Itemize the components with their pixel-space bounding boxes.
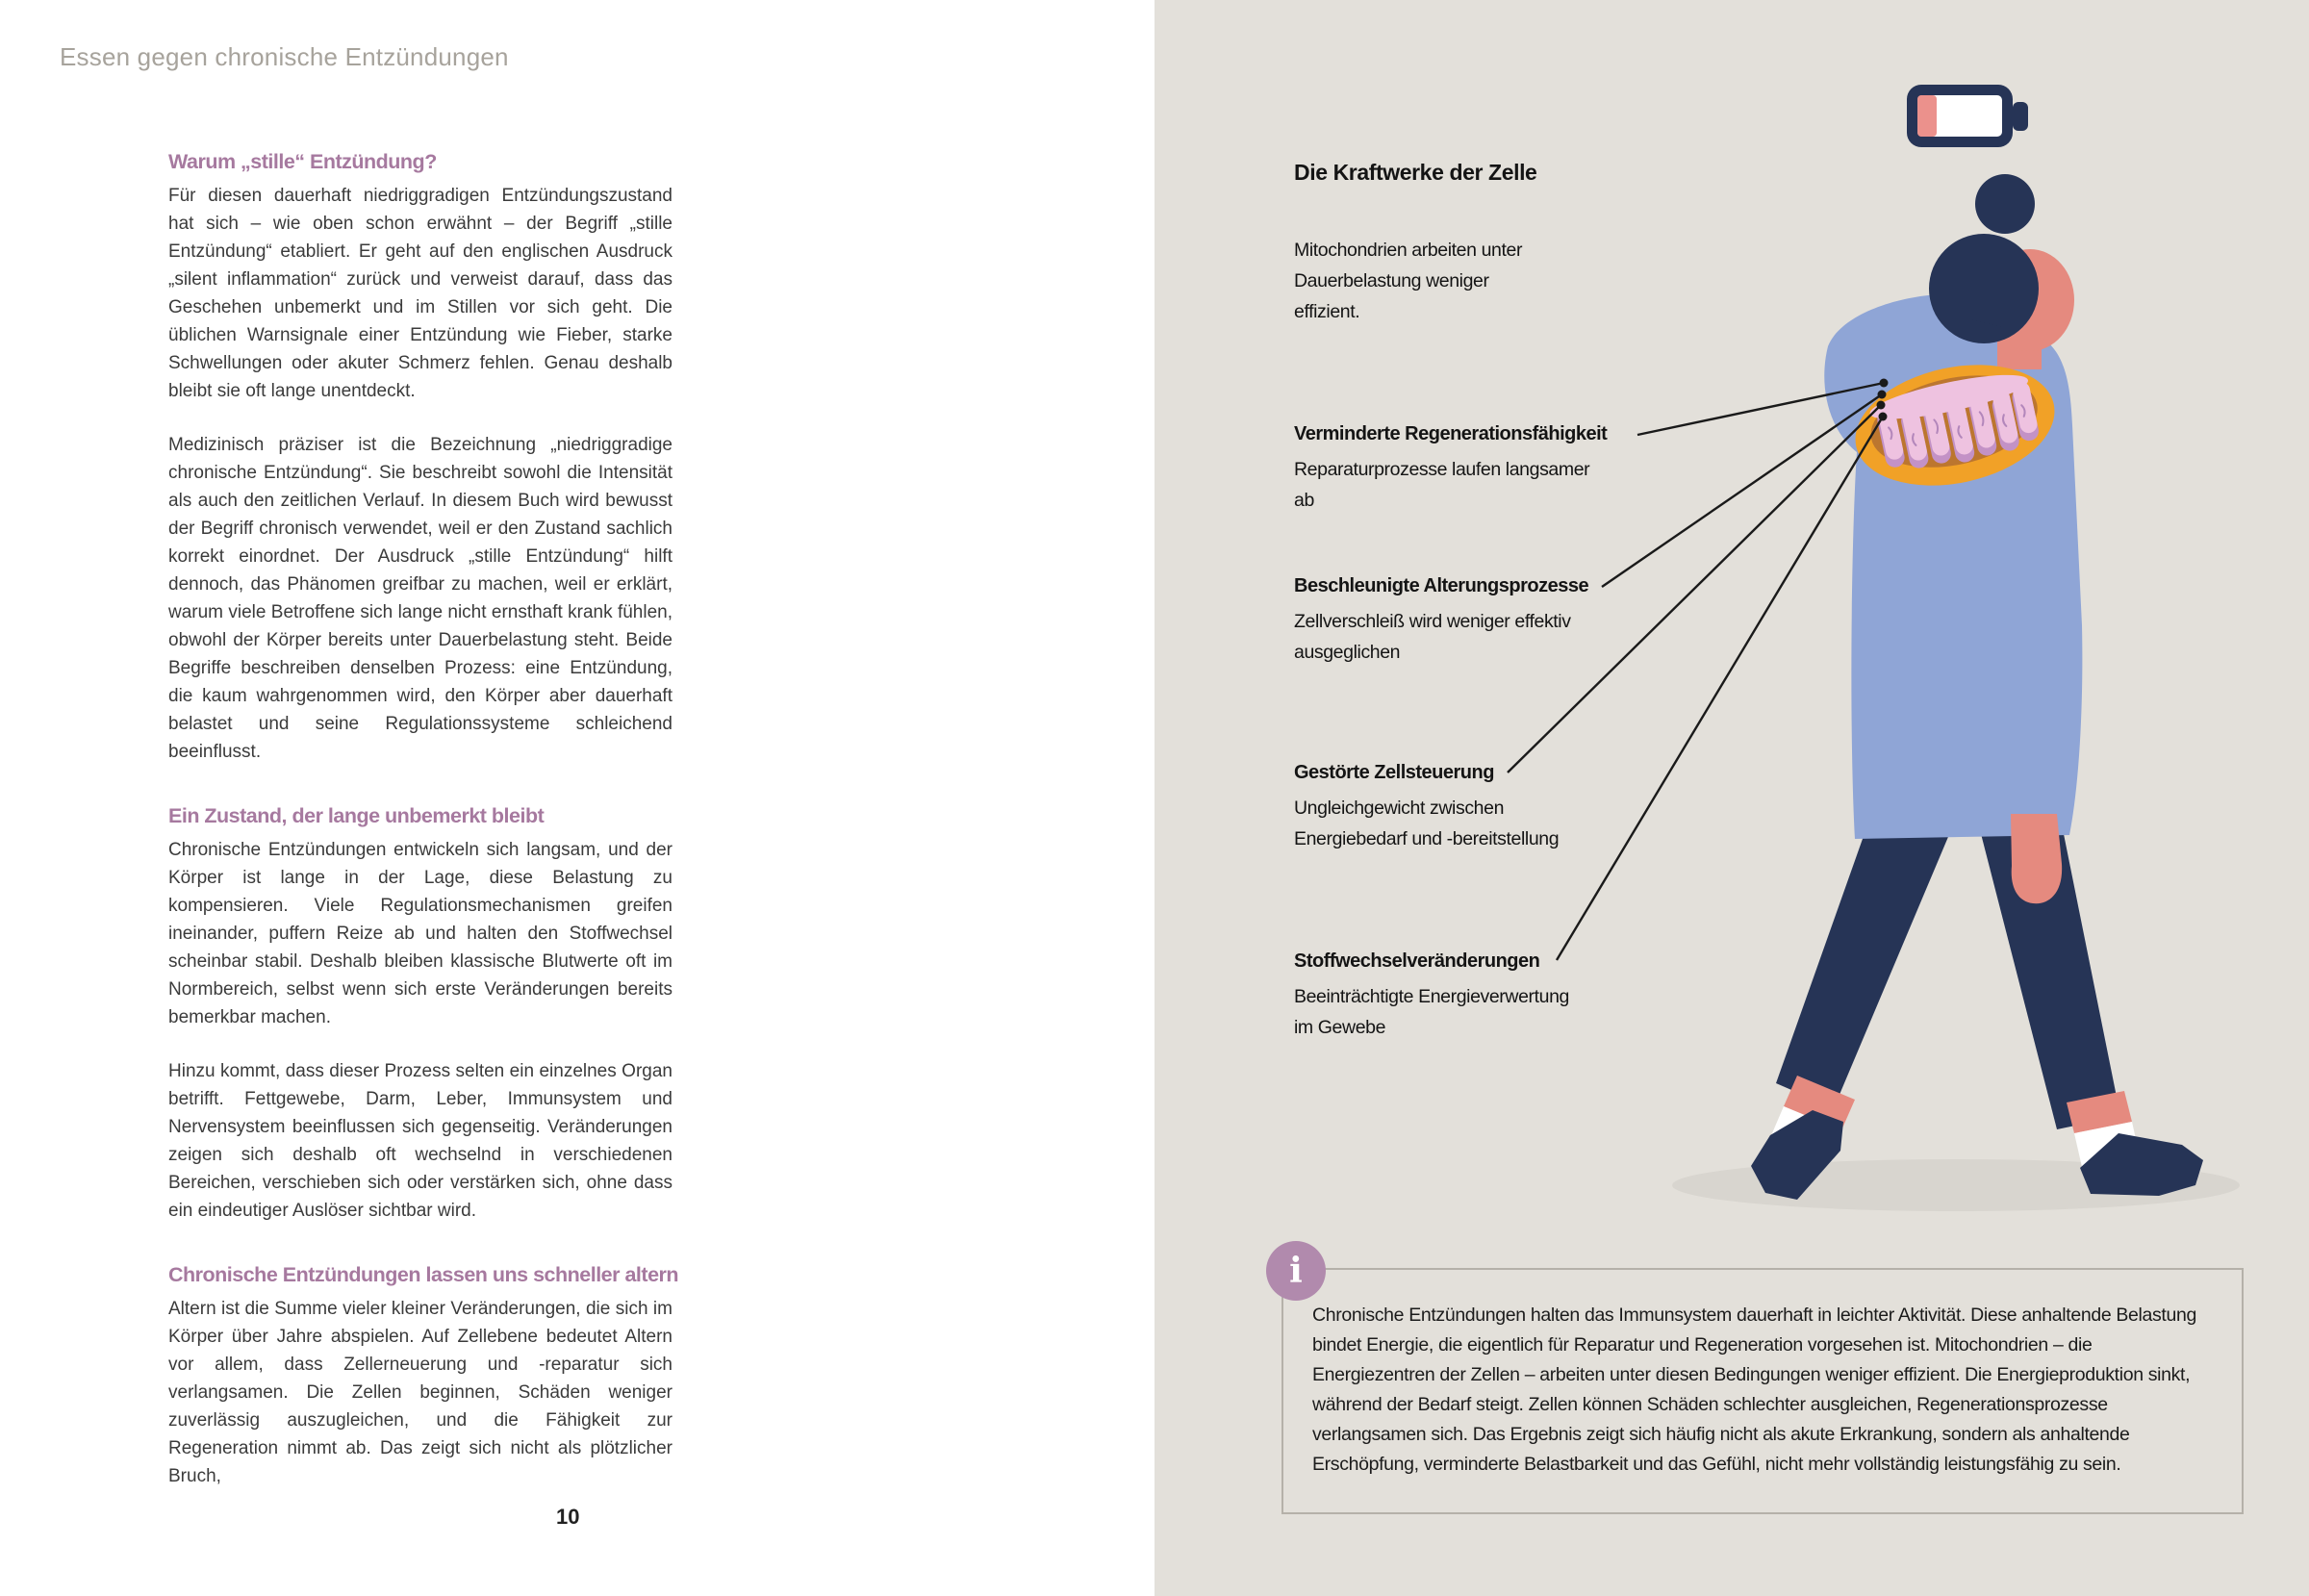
section-heading: Chronische Entzündungen lassen uns schneller altern (168, 1263, 679, 1286)
section-heading: Ein Zustand, der lange unbemerkt bleibt (168, 804, 545, 827)
infographic-subtitle: Mitochondrien arbeiten unter Dauerbelastung weniger effizient. (1294, 240, 1523, 322)
callout-metabolism (1294, 950, 1592, 1043)
callout-aging (1294, 575, 1592, 668)
info-icon: i (1266, 1241, 1326, 1301)
info-box (1281, 1268, 2244, 1514)
running-header: Essen gegen chronische Entzündungen (60, 42, 509, 71)
body-paragraph: Altern ist die Summe vieler kleiner Veränderungen, die sich im Körper über Jahre abspielen. Auf Zellebene bedeutet Altern vor allem, dass Zellerneuerung und -reparatur sich verlangsamen. Die Zellen beginnen, Schäden weniger zuverlässig auszugleichen, und die Fähigkeit zur Regeneration nimmt ab. Das zeigt sich nicht als plötzlicher Bruch, (168, 1299, 672, 1486)
callout-title: Stoffwechselveränderungen (1294, 950, 1540, 972)
back-leg (1751, 823, 1953, 1200)
page-number: 10 (556, 1505, 580, 1529)
callout-title: Beschleunigte Alterungsprozesse (1294, 575, 1589, 596)
infographic-title: Die Kraftwerke der Zelle (1294, 160, 1537, 185)
callout-title: Verminderte Regenerationsfähigkeit (1294, 423, 1608, 444)
callout-title: Gestörte Zellsteuerung (1294, 762, 1494, 783)
article-column (168, 150, 679, 1516)
section-heading: Warum „stille“ Entzündung? (168, 150, 437, 173)
battery-low-icon (1907, 85, 2028, 147)
right-page-infographic (1154, 0, 2309, 1596)
callout-description: Reparaturprozesse laufen langsamer ab (1294, 459, 1590, 511)
hand (2011, 814, 2062, 903)
callout-description: Zellverschleiß wird weniger effektiv ausgeglichen (1294, 611, 1571, 663)
left-page (0, 0, 1154, 1596)
body-paragraph: Medizinisch präziser ist die Bezeichnung „niedriggradige chronische Entzündung“. Sie beschreibt sowohl die Intensität als auch den zeitlichen Verlauf. In diesem Buch wird bewusst der Begriff chronisch verwendet, weil er den Zustand sachlich korrekt einordnet. Der Ausdruck „stille Entzündung“ hilft dennoch, das Phänomen greifbar zu machen, weil er erklärt, warum viele Betroffene sich lange nicht ernsthaft krank fühlen, obwohl der Körper bereits unter Dauerbelastung steht. Beide Begriffe beschreiben denselben Prozess: eine Entzündung, die kaum wahrgenommen wird, den Körper aber dauerhaft belastet und seine Regulationssysteme schleichend beeinflusst. (168, 435, 672, 762)
body-paragraph: Chronische Entzündungen entwickeln sich langsam, und der Körper ist lange in der Lage, diese Belastung zu kompensieren. Viele Regulationsmechanismen greifen ineinander, puffern Reize ab und halten den Stoffwechsel scheinbar stabil. Deshalb bleiben klassische Blutwerte oft im Normbereich, selbst wenn sich erste Veränderungen bereits bemerkbar machen. (168, 840, 672, 1027)
callout-regeneration (1294, 423, 1608, 516)
body-paragraph: Für diesen dauerhaft niedriggradigen Entzündungszustand hat sich – wie oben schon erwähnt – der Begriff „stille Entzündung“ etabliert. Er geht auf den englischen Ausdruck „silent inflammation“ zurück und verweist darauf, dass das Geschehen unbemerkt und im Stillen vor sich geht. Die üblichen Warnsignale einer Entzündung wie Fieber, starke Schwellungen oder akuter Schmerz fehlen. Genau deshalb bleibt sie oft lange unentdeckt. (168, 186, 672, 401)
callout-description: Beeinträchtigte Energieverwertung im Gewebe (1294, 986, 1569, 1038)
callout-cell-control (1294, 762, 1592, 854)
body-paragraph: Hinzu kommt, dass dieser Prozess selten ein einzelnes Organ betrifft. Fettgewebe, Darm, Leber, Immunsystem und Nervensystem beeinflussen sich gegenseitig. Veränderungen zeigen sich deshalb oft wechselnd in verschiedenen Bereichen, verschieben sich oder verstärken sich, ohne dass ein eindeutiger Auslöser sichtbar wird. (168, 1061, 672, 1221)
info-box-text: Chronische Entzündungen halten das Immunsystem dauerhaft in leichter Aktivität. Diese anhaltende Belastung bindet Energie, die eigentlich für Reparatur und Regeneration vorgesehen ist. Mitochondrien – die Energiezentren der Zellen – arbeiten unter diesen Bedingungen weniger effizient. Die Energieproduktion sinkt, während der Bedarf steigt. Zellen können Schäden schlechter ausgleichen, Regenerationsprozesse verlangsamen sich. Das Ergebnis zeigt sich häufig nicht als akute Erkrankung, sondern als anhaltende Erschöpfung, verminderte Belastbarkeit und das Gefühl, nicht mehr vollständig leistungsfähig zu sein. (1312, 1305, 2196, 1475)
callout-description: Ungleichgewicht zwischen Energiebedarf und -bereitstellung (1294, 798, 1560, 849)
